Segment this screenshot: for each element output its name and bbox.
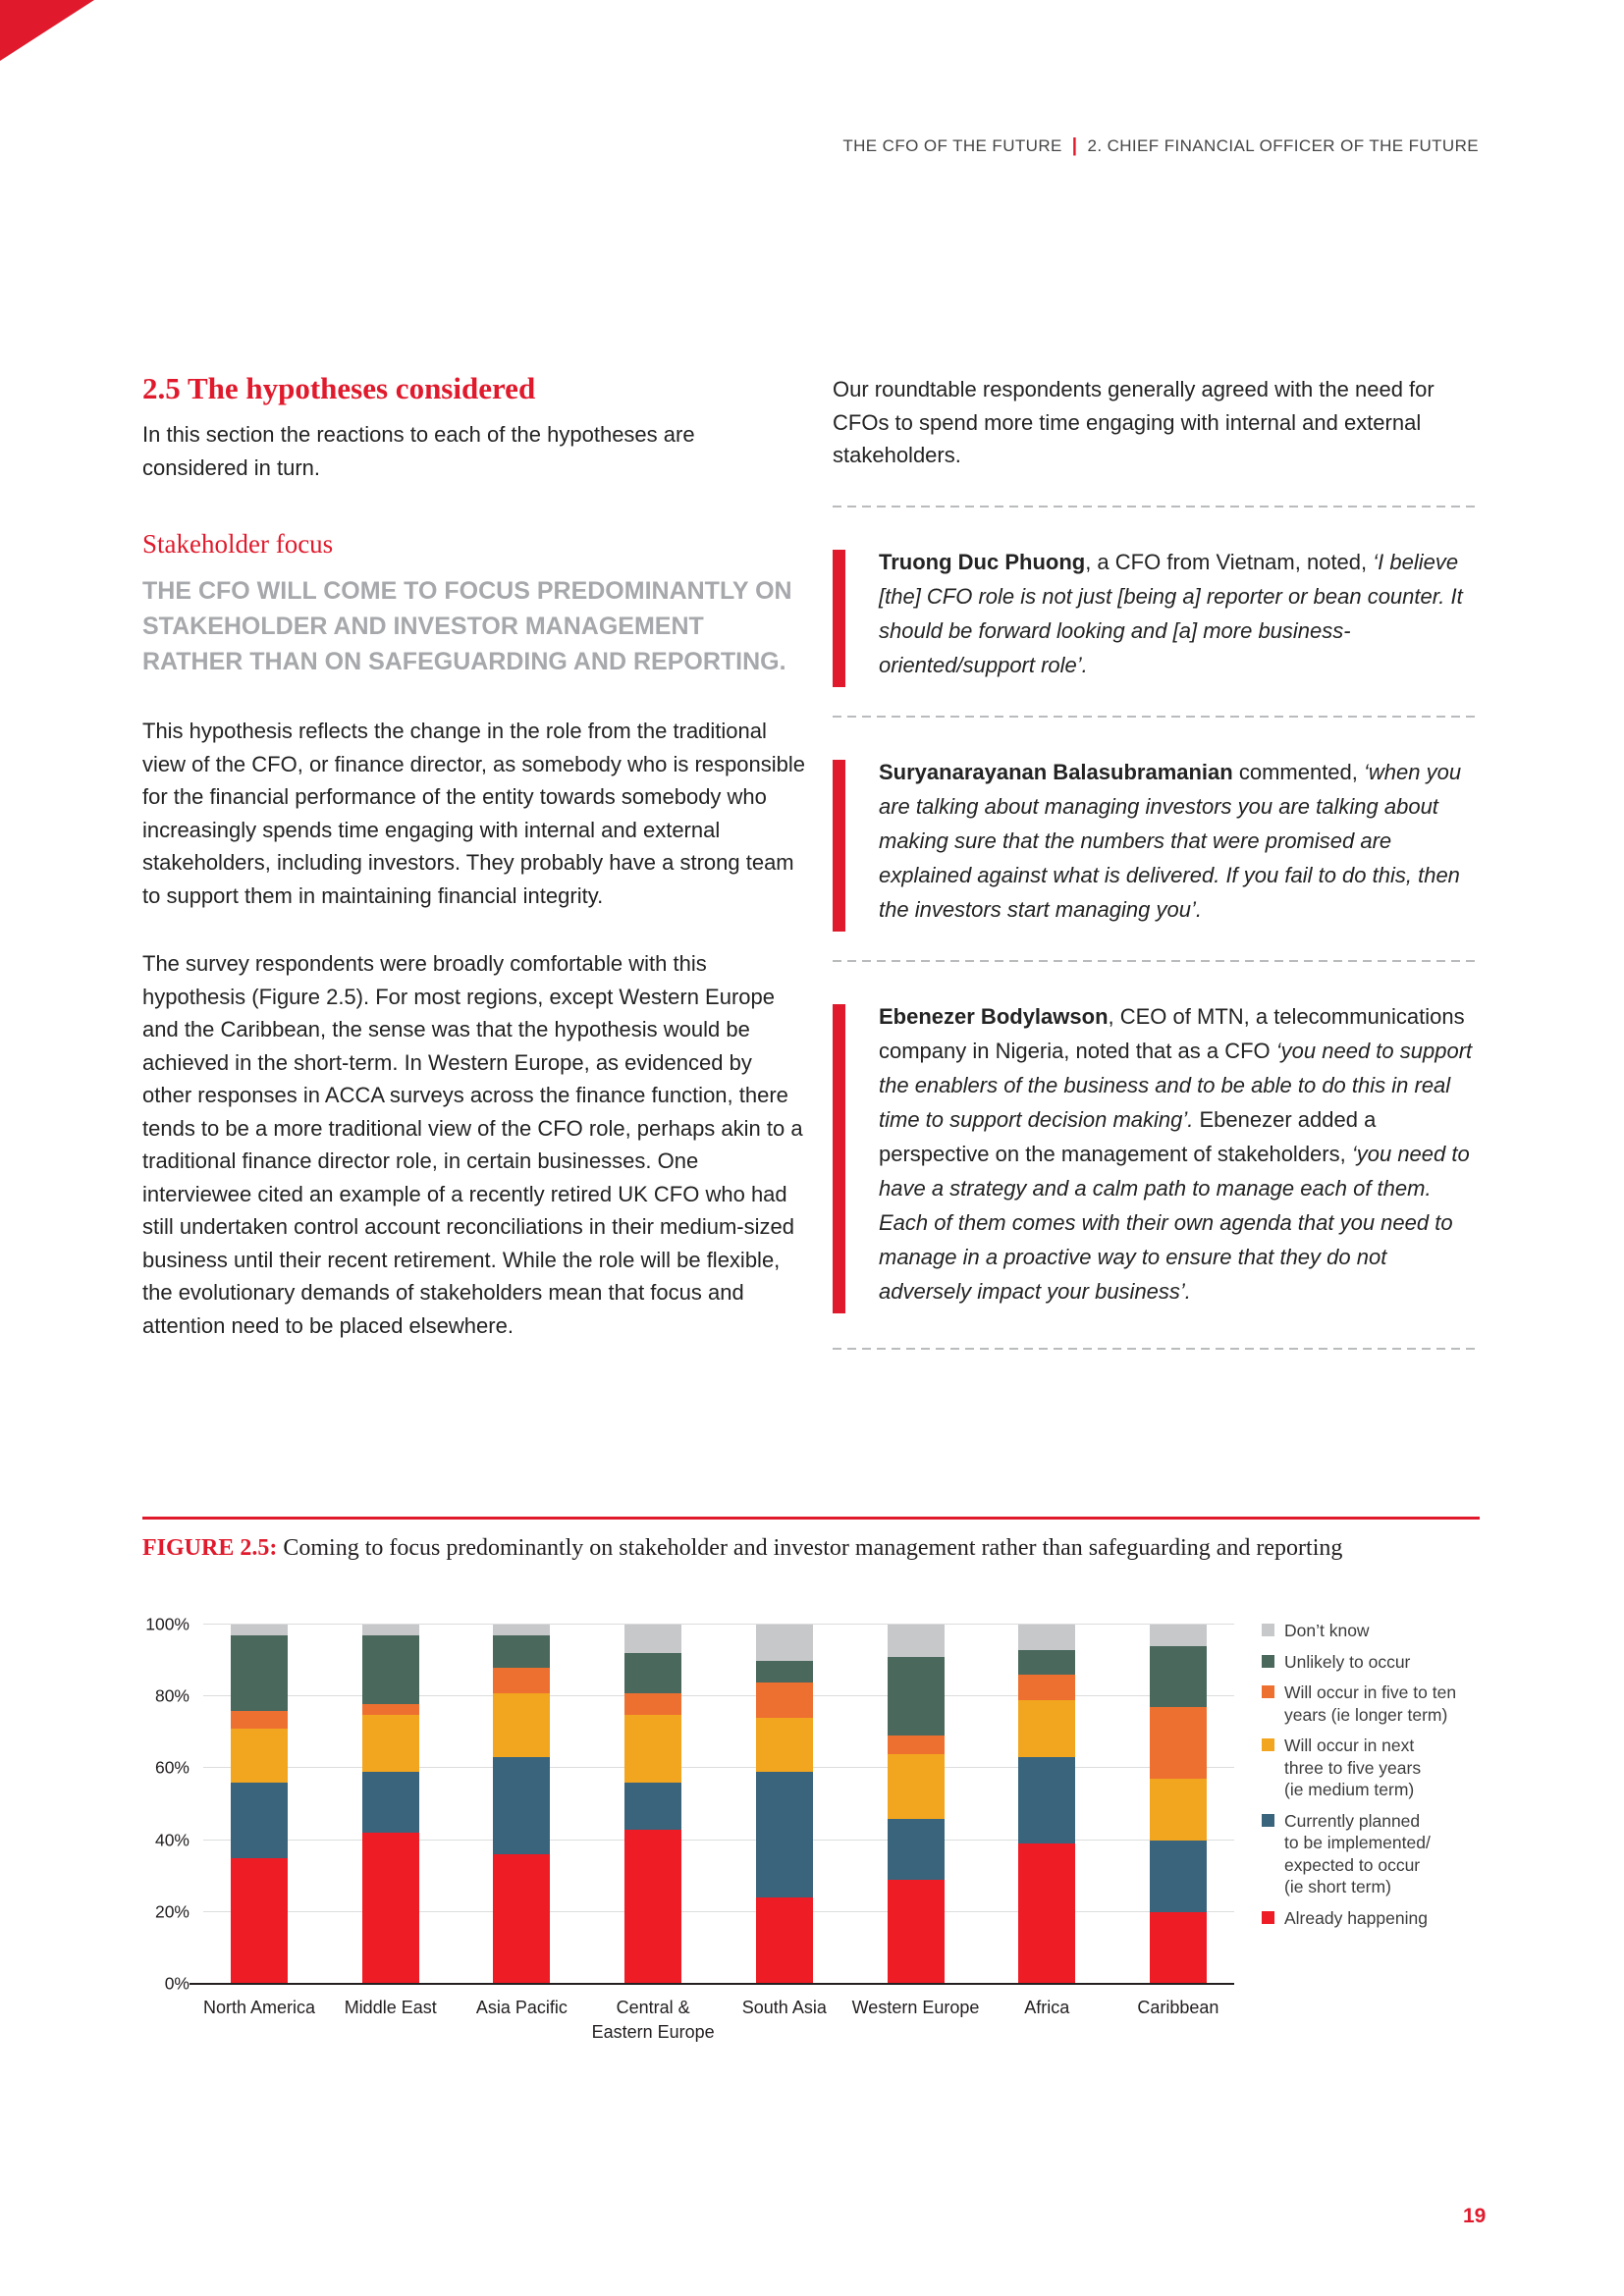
quote-italic-text: ‘I believe [the] CFO role is not just [being a] reporter or bean counter. It should be forward looking and [a] more business-oriented/support role’. bbox=[879, 549, 1463, 677]
legend-swatch-icon bbox=[1262, 1655, 1274, 1668]
bar-segment bbox=[1018, 1843, 1075, 1984]
bar-segment bbox=[362, 1772, 419, 1833]
section-title: 2.5 The hypotheses considered bbox=[142, 371, 536, 405]
quote-speaker-name: Ebenezer Bodylawson bbox=[879, 1003, 1109, 1029]
legend-swatch-icon bbox=[1262, 1624, 1274, 1636]
y-axis-labels bbox=[142, 1614, 189, 1994]
bar-segment bbox=[756, 1772, 813, 1897]
corner-accent-triangle bbox=[0, 0, 94, 61]
bar-segment bbox=[493, 1668, 550, 1693]
bar-segment bbox=[1150, 1625, 1207, 1646]
pull-quote-2 bbox=[833, 755, 1481, 927]
y-tick-20pct: 20% bbox=[154, 1901, 189, 1922]
x-label-caribbean: Caribbean bbox=[1137, 1998, 1219, 2017]
quote-text bbox=[879, 545, 1481, 682]
legend-label: Currently planned to be implemented/ expected to occur (ie short term) bbox=[1284, 1810, 1431, 1896]
bar-segment bbox=[624, 1715, 681, 1784]
right-column bbox=[833, 373, 1481, 1350]
bar-segment bbox=[624, 1625, 681, 1653]
bar-segment bbox=[756, 1718, 813, 1772]
quote-text bbox=[879, 999, 1481, 1308]
figure-top-rule bbox=[142, 1517, 1480, 1520]
bar-segment bbox=[888, 1880, 945, 1984]
bar-segment bbox=[362, 1833, 419, 1984]
bar-segment bbox=[624, 1830, 681, 1984]
legend-swatch-icon bbox=[1262, 1814, 1274, 1827]
y-tick-0pct: 0% bbox=[164, 1973, 189, 1994]
y-tick-100pct: 100% bbox=[145, 1614, 189, 1634]
legend-swatch-icon bbox=[1262, 1738, 1274, 1751]
bar-segment bbox=[888, 1819, 945, 1880]
quote-accent-bar bbox=[833, 550, 845, 687]
pull-quote-3 bbox=[833, 999, 1481, 1308]
bar-segment bbox=[756, 1661, 813, 1682]
bar-segment bbox=[362, 1625, 419, 1635]
bar-segment bbox=[231, 1635, 288, 1711]
bar-segment bbox=[493, 1625, 550, 1635]
bar-segment bbox=[493, 1635, 550, 1668]
bar-segment bbox=[493, 1757, 550, 1854]
bar-western-europe bbox=[888, 1625, 945, 1984]
bar-segment bbox=[1018, 1700, 1075, 1758]
bar-segment bbox=[1150, 1646, 1207, 1707]
bar-central-eastern-europe bbox=[624, 1625, 681, 1984]
bar-segment bbox=[1150, 1707, 1207, 1779]
bar-segment bbox=[1150, 1841, 1207, 1912]
bar-segment bbox=[1018, 1625, 1075, 1650]
legend-swatch-icon bbox=[1262, 1911, 1274, 1924]
bar-segment bbox=[888, 1625, 945, 1657]
bar-segment bbox=[362, 1715, 419, 1773]
section-intro: In this section the reactions to each of the hypotheses are considered in turn. bbox=[142, 422, 695, 480]
bar-caribbean bbox=[1150, 1625, 1207, 1984]
bar-segment bbox=[1018, 1757, 1075, 1843]
quote-accent-bar bbox=[833, 1004, 845, 1313]
y-tick-40pct: 40% bbox=[154, 1830, 189, 1850]
legend-item-2 bbox=[1262, 1651, 1480, 1674]
legend-item-3 bbox=[1262, 1682, 1480, 1726]
bar-north-america bbox=[231, 1625, 288, 1984]
bar-segment bbox=[493, 1693, 550, 1758]
bar-segment bbox=[362, 1635, 419, 1704]
quote-accent-bar bbox=[833, 760, 845, 932]
left-column bbox=[142, 371, 806, 1342]
legend-label: Unlikely to occur bbox=[1284, 1651, 1411, 1672]
legend-item-6 bbox=[1262, 1907, 1480, 1930]
running-header bbox=[842, 135, 1479, 157]
legend-item-1 bbox=[1262, 1620, 1480, 1642]
dashed-divider bbox=[833, 506, 1481, 507]
legend-item-5 bbox=[1262, 1810, 1480, 1898]
x-axis-labels bbox=[203, 1996, 1234, 2045]
quote-text bbox=[879, 755, 1481, 927]
quote-attribution: , CEO of MTN, a telecommunications company in Nigeria, noted that as a CFO bbox=[879, 1003, 1465, 1063]
quotes-container bbox=[833, 506, 1481, 1350]
stacked-bar-chart bbox=[142, 1614, 1480, 2079]
bar-segment bbox=[231, 1625, 288, 1635]
bar-segment bbox=[624, 1653, 681, 1692]
bar-segment bbox=[888, 1657, 945, 1736]
bar-segment bbox=[756, 1682, 813, 1719]
bar-africa bbox=[1018, 1625, 1075, 1984]
body-paragraph-1: This hypothesis reflects the change in the role from the traditional view of the CFO, or finance director, as somebody who is responsible for the financial performance of the entity towards somebody who increasingly spends time engaging with internal and external stakeholders, including investors. They probably have a strong team to support them in maintaining financial integrity. bbox=[142, 719, 805, 908]
quote-italic-text: ‘when you are talking about managing investors you are talking about making sure that the numbers that were promised are explained against what is delivered. If you fail to do this, then the investors start managing you’. bbox=[879, 759, 1462, 922]
legend-label: Don’t know bbox=[1284, 1621, 1370, 1640]
legend-label: Will occur in five to ten years (ie longer term) bbox=[1284, 1682, 1457, 1725]
bar-segment bbox=[888, 1754, 945, 1819]
bar-segment bbox=[1018, 1675, 1075, 1700]
y-tick-80pct: 80% bbox=[154, 1685, 189, 1706]
figure-label: FIGURE 2.5: bbox=[142, 1535, 278, 1561]
bar-segment bbox=[756, 1625, 813, 1661]
quote-attribution: Ebenezer added a perspective on the management of stakeholders, bbox=[879, 1106, 1377, 1166]
pull-quote-1 bbox=[833, 545, 1481, 682]
bar-asia-pacific bbox=[493, 1625, 550, 1984]
legend-label: Will occur in next three to five years (ie medium term) bbox=[1284, 1735, 1422, 1799]
legend-item-4 bbox=[1262, 1735, 1480, 1801]
dashed-divider bbox=[833, 960, 1481, 962]
legend-swatch-icon bbox=[1262, 1685, 1274, 1698]
subheading-stakeholder-focus: Stakeholder focus bbox=[142, 529, 334, 559]
legend-label: Already happening bbox=[1284, 1907, 1428, 1928]
figure-caption bbox=[142, 1532, 1370, 1565]
y-tick-60pct: 60% bbox=[154, 1757, 189, 1778]
running-header-separator: | bbox=[1071, 135, 1078, 156]
quote-speaker-name: Suryanarayanan Balasubramanian bbox=[879, 759, 1233, 784]
running-header-chapter-title: 2. CHIEF FINANCIAL OFFICER OF THE FUTURE bbox=[1087, 136, 1479, 155]
x-label-middle-east: Middle East bbox=[344, 1998, 437, 2017]
bar-segment bbox=[756, 1897, 813, 1984]
bar-segment bbox=[1018, 1650, 1075, 1676]
bar-segment bbox=[231, 1711, 288, 1729]
x-label-north-america: North America bbox=[202, 1998, 316, 2017]
bar-segment bbox=[231, 1858, 288, 1984]
chart-legend bbox=[1262, 1620, 1480, 1938]
bar-segment bbox=[1150, 1779, 1207, 1840]
x-label-western-europe: Western Europe bbox=[851, 1998, 980, 2017]
bar-segment bbox=[1150, 1912, 1207, 1984]
running-header-book-title: THE CFO OF THE FUTURE bbox=[842, 136, 1062, 155]
figure-2-5 bbox=[142, 1517, 1480, 2042]
x-label-asia-pacific: Asia Pacific bbox=[475, 1998, 568, 2017]
x-label-africa: Africa bbox=[1024, 1998, 1070, 2017]
page-number: 19 bbox=[1463, 2205, 1487, 2227]
x-axis-baseline bbox=[189, 1983, 1234, 1985]
hypothesis-statement: THE CFO WILL COME TO FOCUS PREDOMINANTLY ON STAKEHOLDER AND INVESTOR MANAGEMENT RATHER THAN ON SAFEGUARDING AND REPORTING. bbox=[142, 577, 792, 675]
bar-segment bbox=[231, 1783, 288, 1858]
quote-italic-text: ‘you need to have a strategy and a calm path to manage each of them. Each of them comes with their own agenda that you need to manage in a proactive way to ensure that they do not adversely impact your business’. bbox=[879, 1141, 1470, 1304]
dashed-divider bbox=[833, 716, 1481, 718]
chart-plot-area bbox=[203, 1625, 1234, 1984]
quote-attribution: , a CFO from Vietnam, noted, bbox=[1085, 549, 1374, 574]
x-label-central-eastern-europe: Central & Eastern Europe bbox=[591, 1998, 715, 2042]
bars-container bbox=[203, 1625, 1234, 1984]
figure-caption-text: Coming to focus predominantly on stakeholder and investor management rather than safeguarding and reporting bbox=[277, 1535, 1343, 1561]
bar-segment bbox=[624, 1783, 681, 1830]
body-paragraph-2: The survey respondents were broadly comfortable with this hypothesis (Figure 2.5). For most regions, except Western Europe and the Caribbean, the sense was that the hypothesis would be achieved in the short-term. In Western Europe, as evidenced by other responses in ACCA surveys across the finance function, there tends to be a more traditional view of the CFO role, perhaps akin to a traditional finance director role, in certain businesses. One interviewee cited an example of a recently retired UK CFO who had still undertaken control account reconciliations in their medium-sized business until their recent retirement. While the role will be flexible, the evolutionary demands of stakeholders mean that focus and attention need to be placed elsewhere. bbox=[142, 951, 803, 1338]
dashed-divider bbox=[833, 1348, 1481, 1350]
x-label-south-asia: South Asia bbox=[741, 1998, 827, 2017]
bar-south-asia bbox=[756, 1625, 813, 1984]
bar-segment bbox=[493, 1854, 550, 1984]
bar-segment bbox=[888, 1735, 945, 1753]
bar-segment bbox=[231, 1729, 288, 1783]
bar-segment bbox=[624, 1693, 681, 1715]
right-column-intro: Our roundtable respondents generally agreed with the need for CFOs to spend more time engaging with internal and external stakeholders. bbox=[833, 377, 1435, 467]
quote-speaker-name: Truong Duc Phuong bbox=[879, 549, 1086, 574]
bar-middle-east bbox=[362, 1625, 419, 1984]
quote-attribution: commented, bbox=[1232, 759, 1364, 784]
quote-italic-text: ‘you need to support the enablers of the business and to be able to do this in real time to support decision making’. bbox=[879, 1038, 1473, 1132]
bar-segment bbox=[362, 1704, 419, 1715]
